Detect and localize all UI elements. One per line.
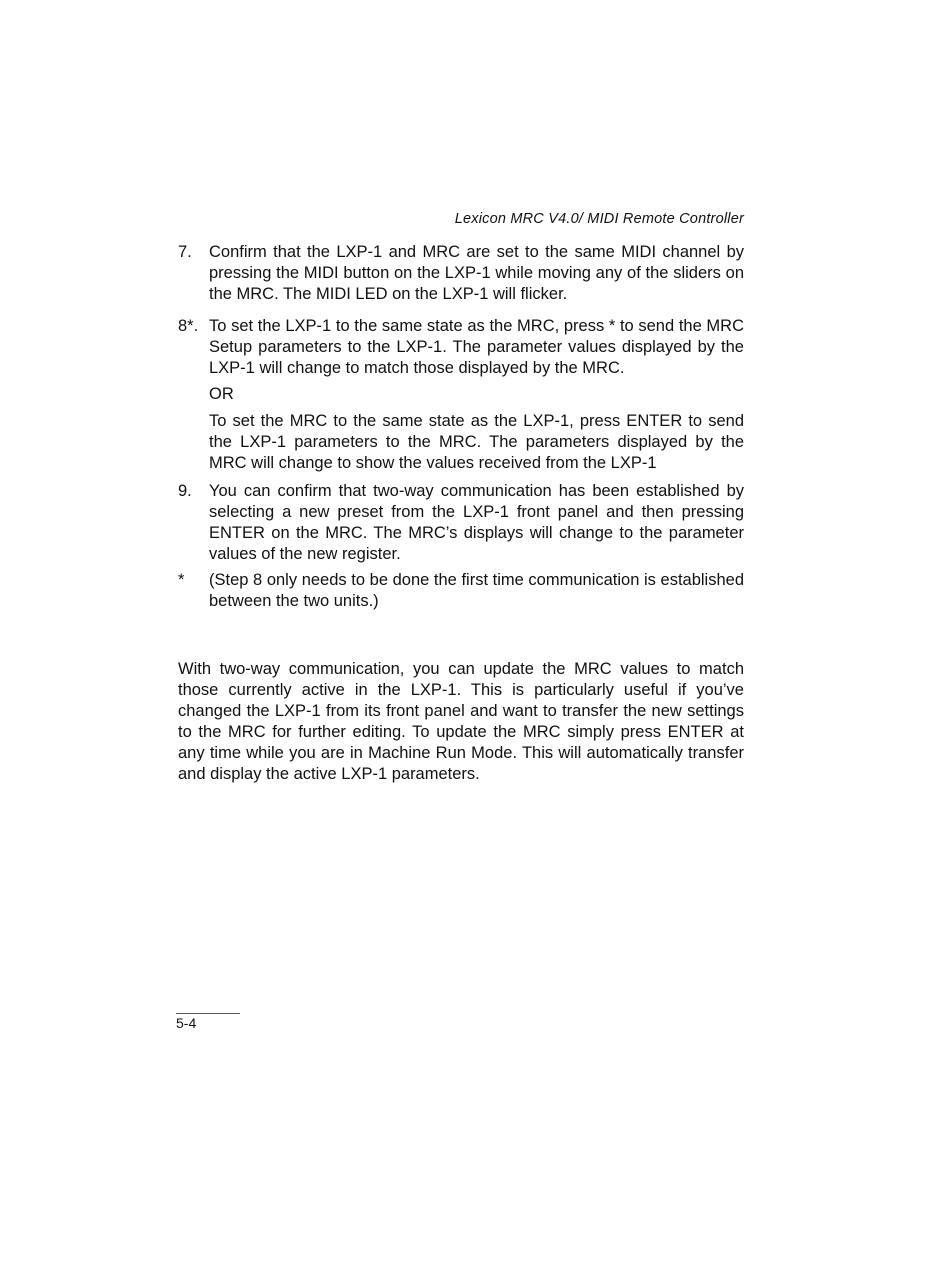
footnote-marker: * xyxy=(178,571,185,589)
step-number: 9. xyxy=(178,482,192,500)
step-7 xyxy=(178,242,744,305)
step-text: Confirm that the LXP-1 and MRC are set to the same MIDI channel by pressing the MIDI button on the LXP-1 while moving any of the sliders on the MRC. The MIDI LED on the LXP-1 will flicker. xyxy=(209,243,744,303)
running-header: Lexicon MRC V4.0/ MIDI Remote Controller xyxy=(454,211,744,227)
step-8 xyxy=(178,316,744,474)
or-separator: OR xyxy=(209,385,234,403)
step-alt-text: To set the MRC to the same state as the LXP-1, press ENTER to send the LXP-1 parameters to the MRC. The parameters displayed by the MRC will change to show the values received from the LXP-1 xyxy=(209,412,744,472)
step-text: You can confirm that two-way communication has been established by selecting a new preset from the LXP-1 front panel and then pressing ENTER on the MRC. The MRC’s displays will change to the parameter values of the new register. xyxy=(209,482,744,563)
step-9 xyxy=(178,481,744,565)
page-number: 5-4 xyxy=(176,1015,197,1031)
step-number: 8*. xyxy=(178,317,199,335)
body-paragraph: With two-way communication, you can update the MRC values to match those currently active in the LXP-1. This is particularly useful if you’ve changed the LXP-1 from its front panel and want to transfer the new settings to the MRC for further editing. To update the MRC simply press ENTER at any time while you are in Machine Run Mode. This will automatically transfer and display the active LXP-1 parameters. xyxy=(178,660,744,783)
step-number: 7. xyxy=(178,243,192,261)
step-text: To set the LXP-1 to the same state as the MRC, press * to send the MRC Setup parameters to the LXP-1. The parameter values displayed by the LXP-1 will change to match those displayed by the MRC. xyxy=(209,317,744,377)
footer-rule xyxy=(176,1013,240,1014)
footnote xyxy=(178,570,744,612)
footnote-text: (Step 8 only needs to be done the first time communication is established between the two units.) xyxy=(209,571,744,610)
